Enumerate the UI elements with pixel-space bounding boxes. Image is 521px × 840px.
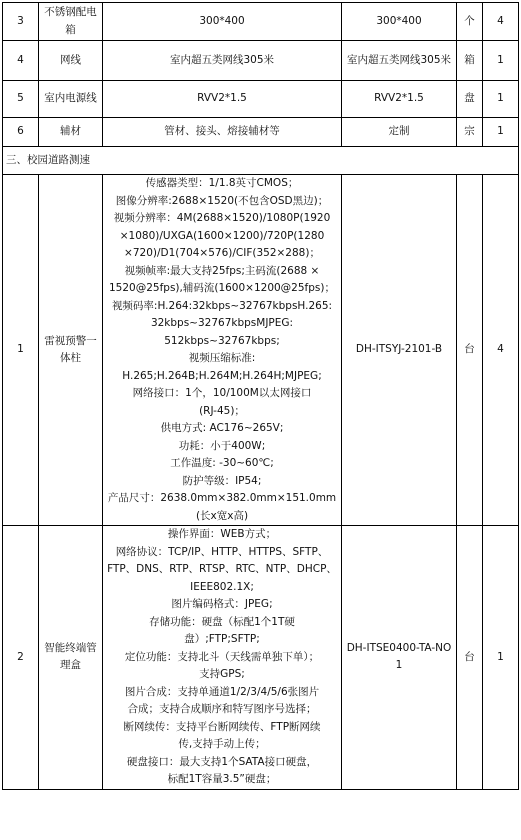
item-model: DH-ITSYJ-2101-B — [342, 175, 457, 526]
spec-line: 传感器类型：1/1.8英寸CMOS； — [145, 177, 299, 189]
spec-line: 断网续传：支持平台断网续传、FTP断网续 — [123, 720, 321, 733]
spec-line: 产品尺寸：2638.0mm×382.0mm×151.0mm — [107, 492, 337, 504]
spec-line: FTP、DNS、RTP、RTSP、RTC、NTP、DHCP、 — [107, 563, 337, 575]
table-row — [3, 81, 519, 118]
spec-line: 32kbps~32767kbpsMJPEG: — [150, 317, 294, 329]
spec-line: 1520@25fps),辅码流(1600×1200@25fps)； — [109, 282, 335, 294]
table-row — [3, 118, 519, 147]
item-spec: 300*400 — [103, 3, 342, 41]
item-spec: 管材、接头、熔接辅材等 — [103, 118, 342, 147]
item-qty: 1 — [483, 526, 519, 790]
row-number: 6 — [3, 118, 39, 147]
item-name: 辅材 — [39, 118, 103, 147]
spec-line: ×1080)/UXGA(1600×1200)/720P(1280 — [119, 229, 325, 242]
spec-line: 工作温度: -30~60℃; — [170, 457, 274, 469]
spec-line: 视频压缩标准: — [188, 352, 256, 364]
item-model: 室内超五类网线305米 — [342, 41, 457, 81]
item-unit: 宗 — [457, 118, 483, 147]
spec-line: 视频帧率:最大支持25fps;主码流(2688 × — [124, 264, 320, 277]
spec-line: 图像分辨率:2688×1520(不包含OSD黑边)； — [115, 194, 329, 207]
item-unit: 箱 — [457, 41, 483, 81]
item-unit: 盘 — [457, 81, 483, 118]
spec-line: (长x宽x高) — [195, 509, 249, 522]
item-spec — [103, 526, 342, 790]
spec-line: 供电方式: AC176~265V; — [160, 422, 284, 434]
spec-line: 功耗：小于400W; — [178, 439, 266, 452]
spec-line: H.265;H.264B;H.264M;H.264H;MJPEG; — [122, 369, 322, 382]
spec-table — [2, 2, 519, 790]
spec-line: 操作界面：WEB方式； — [167, 528, 277, 540]
item-spec: RVV2*1.5 — [103, 81, 342, 118]
spec-line: 标配1T容量3.5”硬盘； — [167, 773, 277, 785]
spec-line: 存储功能：硬盘（标配1个1T硬 — [149, 615, 295, 628]
spec-lines — [105, 526, 339, 789]
spec-line: 支持GPS; — [199, 668, 245, 680]
table-row — [3, 175, 519, 526]
spec-line: ×720)/D1(704×576)/CIF(352×288)； — [124, 247, 320, 259]
spec-line: 视频分辨率：4M(2688×1520)/1080P(1920 — [113, 212, 331, 224]
item-model: 定制 — [342, 118, 457, 147]
item-name: 室内电源线 — [39, 81, 103, 118]
item-name: 不锈钢配电箱 — [39, 3, 103, 41]
item-name: 雷视预警一体柱 — [39, 175, 103, 526]
table-row — [3, 526, 519, 790]
section-title: 三、校园道路测速 — [3, 147, 519, 175]
spec-line: 网络接口：1个，10/100M以太网接口 — [132, 387, 312, 399]
item-model: DH-ITSE0400-TA-NO1 — [342, 526, 457, 790]
spec-line: 网络协议：TCP/IP、HTTP、HTTPS、SFTP、 — [115, 545, 329, 558]
item-qty: 4 — [483, 3, 519, 41]
item-qty: 1 — [483, 81, 519, 118]
row-number: 2 — [3, 526, 39, 790]
item-name: 智能终端管理盒 — [39, 526, 103, 790]
item-unit: 个 — [457, 3, 483, 41]
item-spec — [103, 175, 342, 526]
spec-line: IEEE802.1X; — [190, 580, 254, 593]
item-qty: 1 — [483, 118, 519, 147]
spec-line: 定位功能：支持北斗（天线需单独下单）； — [124, 650, 320, 663]
section-row — [3, 147, 519, 175]
spec-line: 合成；支持合成顺序和特写图序号选择； — [127, 703, 317, 715]
row-number: 5 — [3, 81, 39, 118]
item-name: 网线 — [39, 41, 103, 81]
item-qty: 1 — [483, 41, 519, 81]
item-unit: 台 — [457, 175, 483, 526]
spec-lines — [105, 175, 339, 525]
row-number: 1 — [3, 175, 39, 526]
spec-line: (RJ-45)； — [199, 404, 245, 417]
row-number: 4 — [3, 41, 39, 81]
table-row — [3, 41, 519, 81]
spec-line: 图片编码格式：JPEG; — [171, 598, 273, 610]
spec-line: 图片合成：支持单通道1/2/3/4/5/6张图片 — [124, 685, 320, 698]
item-model: 300*400 — [342, 3, 457, 41]
item-unit: 台 — [457, 526, 483, 790]
item-qty: 4 — [483, 175, 519, 526]
spec-line: 视频码率:H.264:32kbps~32767kbpsH.265: — [111, 299, 333, 312]
spec-line: 盘）;FTP;SFTP; — [184, 633, 260, 645]
table-row — [3, 3, 519, 41]
row-number: 3 — [3, 3, 39, 41]
item-spec: 室内超五类网线305米 — [103, 41, 342, 81]
spec-line: 硬盘接口：最大支持1个SATA接口硬盘， — [126, 755, 318, 768]
spec-line: 防护等级：IP54; — [182, 474, 262, 487]
spec-line: 传,支持手动上传； — [178, 738, 266, 750]
item-model: RVV2*1.5 — [342, 81, 457, 118]
spec-line: 512kbps~32767kbps; — [164, 334, 280, 347]
